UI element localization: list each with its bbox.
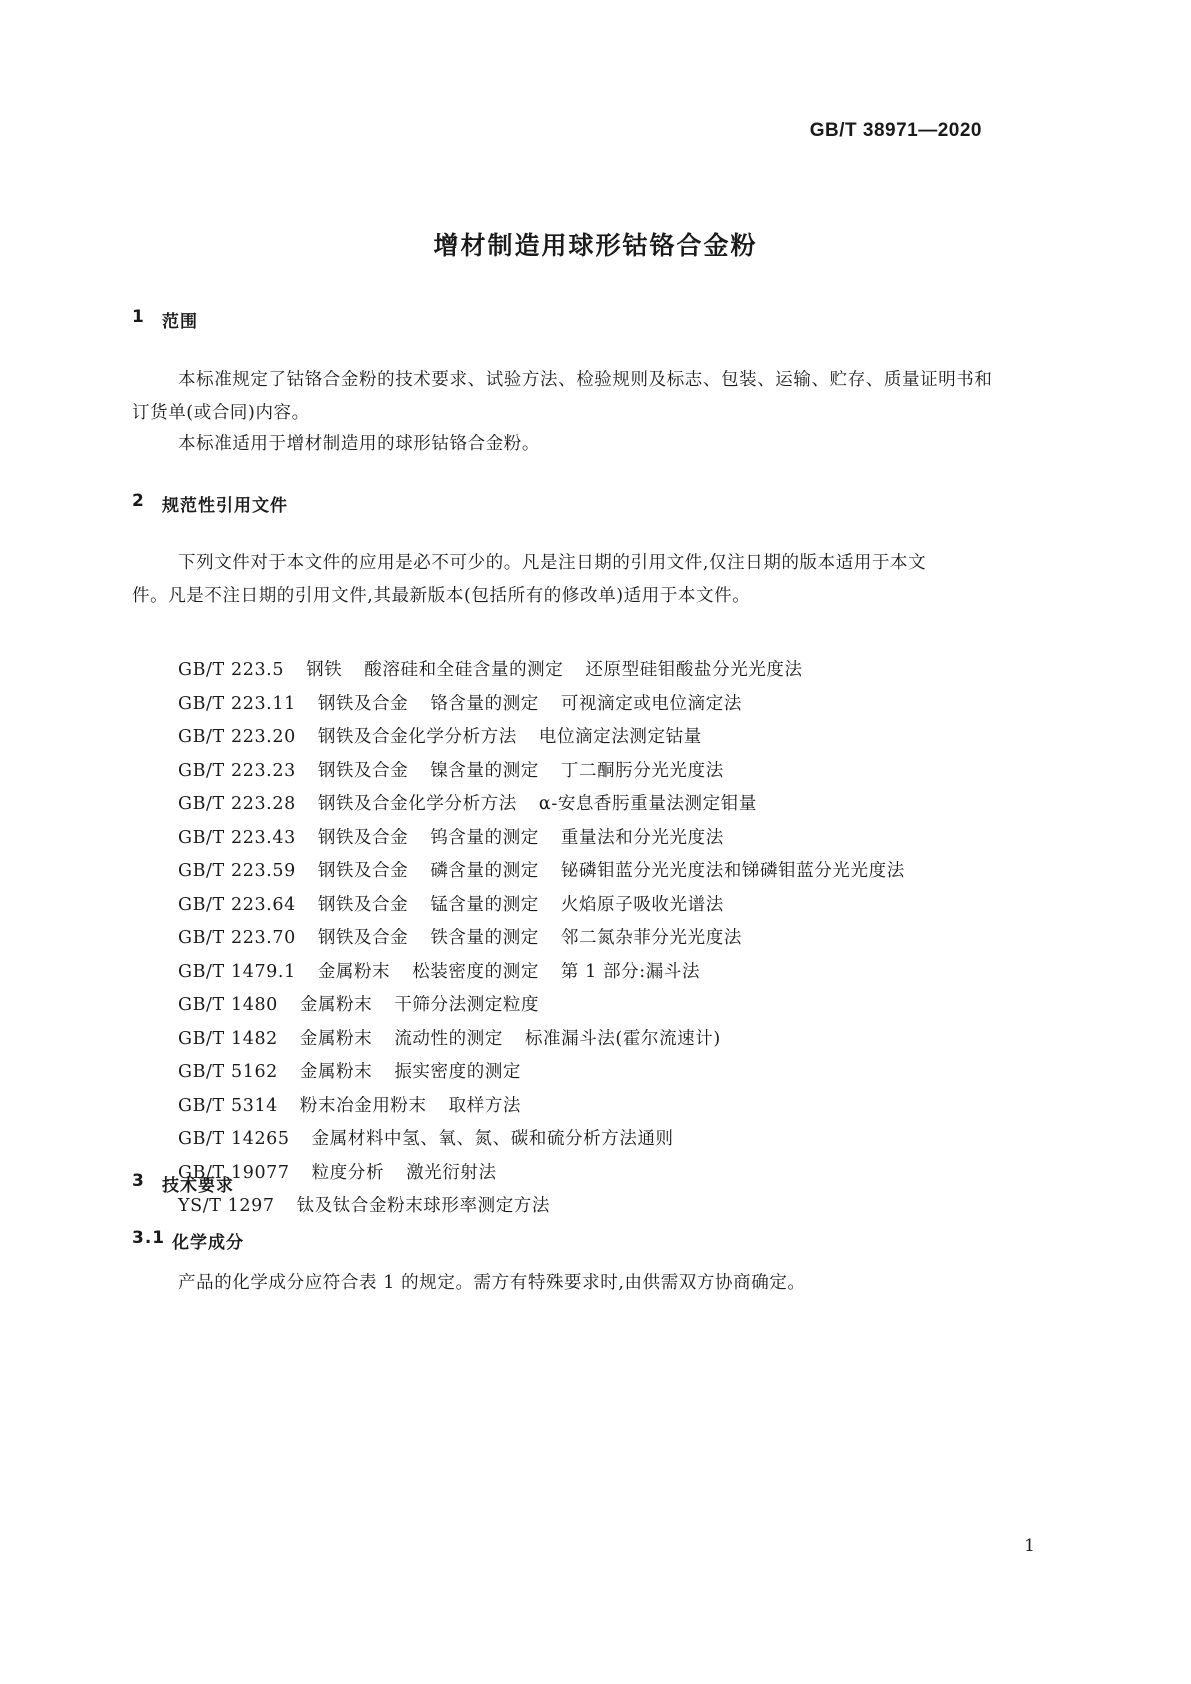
reference-item (178, 788, 1038, 822)
reference-title-part: 钢铁及合金 (317, 693, 409, 714)
paragraph-line: 下列文件对于本文件的应用是必不可少的。凡是注日期的引用文件,仅注日期的版本适用于本文 (178, 553, 927, 573)
reference-title-part: 酸溶硅和全硅含量的测定 (364, 660, 564, 680)
reference-item (178, 755, 1038, 789)
section-number: 1 (132, 307, 145, 327)
reference-title-part: 振实密度的测定 (394, 1062, 522, 1082)
reference-code: GB/T 223.64 (178, 894, 296, 915)
section-title: 规范性引用文件 (162, 496, 288, 516)
section-2-heading (132, 491, 288, 516)
reference-title-part: 锰含量的测定 (430, 894, 539, 915)
reference-code: GB/T 5314 (178, 1095, 278, 1116)
chemical-composition-paragraph (132, 1267, 1060, 1300)
reference-title-part: 金属粉末 (317, 961, 391, 982)
reference-code: GB/T 1480 (178, 995, 278, 1015)
reference-title-part: 钢铁及合金 (317, 894, 409, 915)
reference-item (178, 855, 1038, 889)
reference-code: GB/T 223.20 (178, 727, 296, 747)
paragraph-line: 件。凡是不注日期的引用文件,其最新版本(包括所有的修改单)适用于本文件。 (132, 586, 751, 606)
subsection-number: 3.1 (132, 1228, 166, 1248)
reference-title-part: 钢铁及合金 (317, 928, 409, 948)
reference-title-part: 可视滴定或电位滴定法 (560, 693, 742, 714)
section-title: 技术要求 (162, 1176, 234, 1196)
reference-item (178, 1157, 1038, 1191)
paragraph-line: 本标准适用于增材制造用的球形钴铬合金粉。 (178, 434, 540, 454)
reference-title-part: 钢铁及合金 (317, 861, 409, 881)
reference-title-part: 铬含量的测定 (430, 693, 539, 714)
reference-title-part: 镍含量的测定 (430, 760, 539, 781)
reference-code: YS/T 1297 (178, 1196, 275, 1216)
reference-code: GB/T 223.70 (178, 928, 296, 948)
reference-code: GB/T 14265 (178, 1129, 290, 1149)
reference-title-part: 粉末冶金用粉末 (299, 1095, 427, 1116)
paragraph-line: 本标准规定了钴铬合金粉的技术要求、试验方法、检验规则及标志、包装、运输、贮存、质量证明书和 (178, 370, 993, 390)
reference-title-part: 火焰原子吸收光谱法 (560, 894, 724, 915)
reference-title-part: 丁二酮肟分光光度法 (560, 760, 724, 781)
reference-item (178, 721, 1038, 755)
references-intro (132, 547, 1060, 613)
subsection-3-1-heading (132, 1228, 244, 1253)
reference-item (178, 989, 1038, 1023)
reference-title-part: 铁含量的测定 (430, 928, 539, 948)
reference-title-part: 邻二氮杂菲分光光度法 (560, 928, 742, 948)
section-1-heading (132, 307, 198, 332)
reference-title-part: 钢铁及合金 (317, 827, 409, 848)
reference-title-part: 第 1 部分:漏斗法 (560, 961, 701, 982)
reference-item (178, 1023, 1038, 1057)
section-number: 2 (132, 491, 145, 511)
reference-title-part: 流动性的测定 (394, 1028, 503, 1049)
section-3-heading (132, 1171, 234, 1196)
reference-item (178, 922, 1038, 956)
reference-title-part: 铋磷钼蓝分光光度法和锑磷钼蓝分光光度法 (560, 861, 905, 881)
reference-item (178, 822, 1038, 856)
reference-title-part: 钨含量的测定 (430, 827, 539, 848)
reference-title-part: 标准漏斗法(霍尔流速计) (524, 1028, 721, 1049)
reference-title-part: 还原型硅钼酸盐分光光度法 (585, 660, 803, 680)
reference-code: GB/T 5162 (178, 1062, 278, 1082)
reference-code: GB/T 223.23 (178, 760, 296, 781)
scope-paragraph-2 (132, 428, 1060, 461)
paragraph-line: 订货单(或合同)内容。 (132, 403, 310, 423)
reference-list (178, 654, 1038, 1224)
reference-item (178, 1056, 1038, 1090)
document-title: 增材制造用球形钴铬合金粉 (433, 231, 758, 260)
page-number: 1 (1024, 1536, 1035, 1556)
reference-item (178, 654, 1038, 688)
reference-title-part: 干筛分法测定粒度 (394, 995, 540, 1015)
reference-title-part: 松装密度的测定 (412, 961, 539, 982)
paragraph-line: 产品的化学成分应符合表 1 的规定。需方有特殊要求时,由供需双方协商确定。 (178, 1273, 806, 1293)
reference-title-part: 钢铁及合金 (317, 760, 409, 781)
reference-item (178, 889, 1038, 923)
reference-title-part: 取样方法 (448, 1095, 522, 1116)
reference-code: GB/T 223.43 (178, 827, 296, 848)
reference-title-part: 钢铁及合金化学分析方法 (317, 727, 517, 747)
reference-code: GB/T 19077 (178, 1162, 290, 1183)
scope-paragraph-1 (132, 364, 1060, 430)
reference-code: GB/T 1479.1 (178, 961, 296, 982)
reference-item (178, 1190, 1038, 1224)
reference-title-part: 激光衍射法 (406, 1162, 497, 1183)
reference-title-part: 钢铁 (306, 660, 343, 680)
reference-code: GB/T 223.59 (178, 861, 296, 881)
subsection-title: 化学成分 (172, 1233, 244, 1253)
reference-title-part: 电位滴定法测定钴量 (538, 727, 702, 747)
reference-title-part: 钢铁及合金化学分析方法 (317, 794, 517, 814)
reference-title-part: 金属粉末 (299, 1028, 373, 1049)
reference-title-part: 磷含量的测定 (430, 861, 539, 881)
reference-title-part: 粒度分析 (311, 1162, 385, 1183)
reference-item (178, 1090, 1038, 1124)
reference-code: GB/T 223.11 (178, 693, 296, 714)
reference-title-part: 金属粉末 (299, 995, 373, 1015)
reference-code: GB/T 223.28 (178, 794, 296, 814)
reference-title-part: 钛及钛合金粉末球形率测定方法 (296, 1196, 551, 1216)
section-title: 范围 (162, 312, 198, 332)
reference-title-part: 重量法和分光光度法 (560, 827, 724, 848)
reference-item (178, 688, 1038, 722)
section-number: 3 (132, 1171, 145, 1191)
reference-item (178, 956, 1038, 990)
reference-code: GB/T 223.5 (178, 660, 285, 680)
reference-title-part: 金属粉末 (299, 1062, 373, 1082)
standard-number: GB/T 38971—2020 (809, 120, 982, 141)
reference-item (178, 1123, 1038, 1157)
reference-title-part: 金属材料中氢、氧、氮、碳和硫分析方法通则 (311, 1129, 674, 1149)
reference-title-part: α-安息香肟重量法测定钼量 (538, 794, 757, 814)
reference-code: GB/T 1482 (178, 1028, 278, 1049)
